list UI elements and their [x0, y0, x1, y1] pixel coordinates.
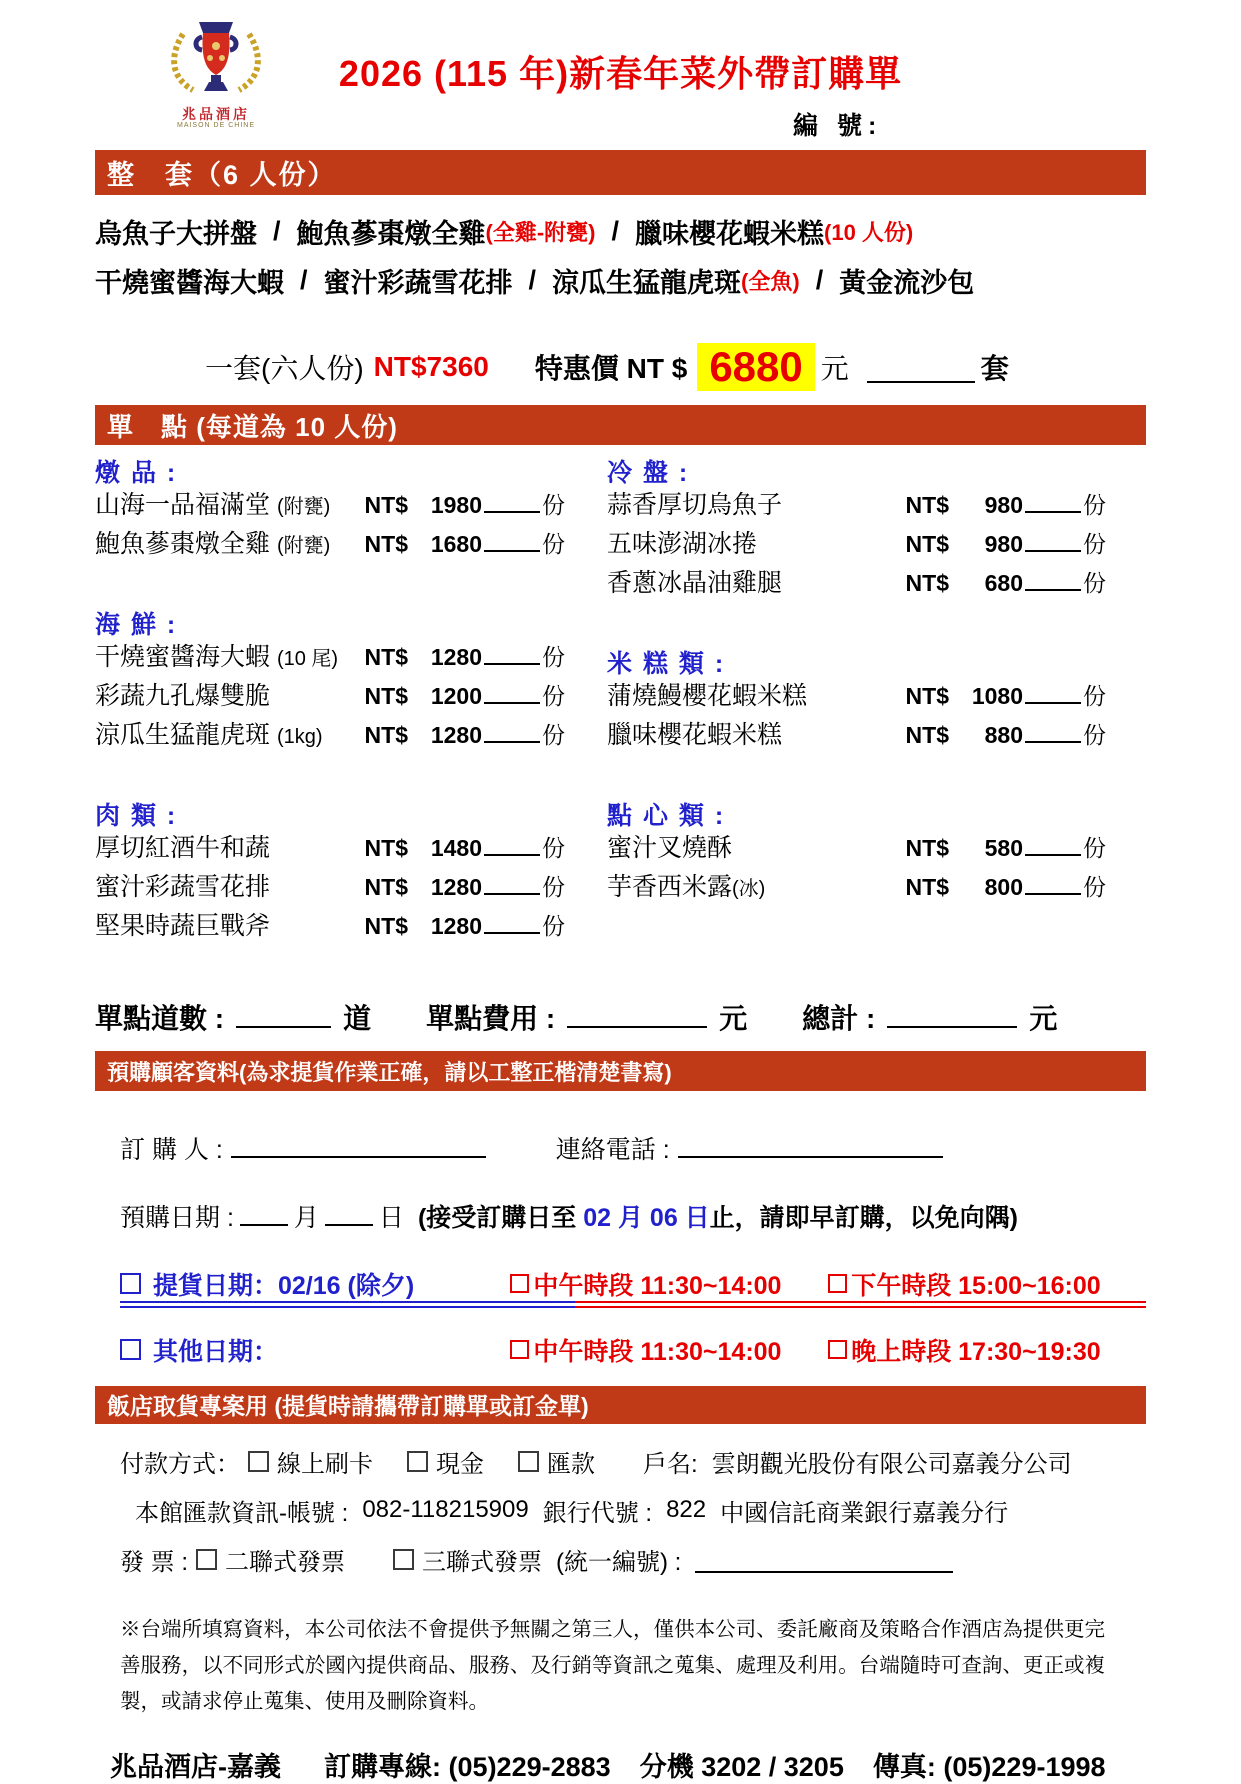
- pay-card-checkbox[interactable]: [248, 1451, 269, 1472]
- total-label: 總計 :: [802, 1003, 876, 1035]
- hotel-pickup-banner: [95, 1386, 1146, 1424]
- pay-card-label: 線上刷卡: [277, 1450, 373, 1478]
- preorder-date-row: [120, 1198, 1146, 1234]
- evening-slot-checkbox[interactable]: [828, 1340, 847, 1359]
- noon-slot-checkbox[interactable]: [510, 1274, 529, 1293]
- other-date-row: [120, 1330, 1146, 1370]
- item-price: 800: [984, 874, 1023, 901]
- buyer-name-field[interactable]: [231, 1129, 486, 1157]
- day-field[interactable]: [325, 1198, 373, 1226]
- alacarte-banner-text: 單 點 (每道為 10 人份): [107, 411, 398, 442]
- item-price: 680: [984, 570, 1023, 597]
- currency-label: NT$: [905, 722, 949, 749]
- other-date-checkbox[interactable]: [120, 1339, 141, 1360]
- order-line-label: 訂購專線:: [324, 1751, 442, 1782]
- item-name: 臘味櫻花蝦米糕: [607, 721, 783, 750]
- invoice-duplicate-checkbox[interactable]: [196, 1549, 217, 1570]
- menu-item-row: [95, 676, 565, 715]
- alacarte-banner: [95, 405, 1146, 445]
- currency-label: NT$: [364, 531, 408, 558]
- item-price: 880: [984, 722, 1023, 749]
- totals-row: [95, 997, 1146, 1037]
- item-note: (附甕): [276, 496, 331, 519]
- afternoon-slot: 下午時段 15:00~16:00: [828, 1266, 1146, 1302]
- menu-item-row: [607, 563, 1106, 602]
- bank-code-label: 銀行代號 :: [542, 1499, 653, 1527]
- set-item: 鮑魚蔘棗燉全雞: [296, 219, 486, 249]
- category-heading: 冷 盤 :: [607, 459, 690, 487]
- month-field[interactable]: [240, 1198, 288, 1226]
- separator: /: [815, 265, 824, 295]
- bank-name: 中國信託商業銀行嘉義分行: [720, 1499, 1009, 1527]
- payment-row: [120, 1444, 1146, 1479]
- tax-id-label: (統一編號) :: [556, 1548, 682, 1576]
- phone-field[interactable]: [678, 1129, 943, 1157]
- total-field[interactable]: [887, 997, 1017, 1028]
- remittance-row: [135, 1493, 1146, 1528]
- item-name: 干燒蜜醬海大蝦 (10 尾): [95, 643, 339, 672]
- item-price: 1280: [430, 913, 482, 940]
- item-name: 鮑魚蔘棗燉全雞 (附甕): [95, 530, 331, 559]
- currency-label: NT$: [364, 722, 408, 749]
- qty-field[interactable]: [484, 828, 540, 856]
- menu-group-stew: [95, 453, 565, 563]
- special-price-value: 6880: [697, 343, 814, 391]
- noon-slot-checkbox[interactable]: [510, 1340, 529, 1359]
- item-price: 580: [984, 835, 1023, 862]
- category-heading: 燉 品 :: [95, 459, 178, 487]
- invoice-label: 發 票 :: [120, 1548, 189, 1576]
- unit-label: 份: [542, 874, 565, 901]
- serial-number-label: 編 號:: [793, 112, 883, 140]
- item-price: 1480: [430, 835, 482, 862]
- qty-field[interactable]: [1025, 563, 1081, 591]
- category-heading: 海 鮮 :: [95, 611, 178, 639]
- menu-item-row: [607, 485, 1106, 524]
- noon-slot: 中午時段 11:30~14:00: [510, 1332, 828, 1368]
- unit-label: 份: [1083, 835, 1106, 862]
- invoice-triplicate-label: 三聯式發票: [422, 1548, 543, 1576]
- qty-field[interactable]: [1025, 485, 1081, 513]
- count-field[interactable]: [236, 997, 331, 1028]
- menu-group-meat: [95, 796, 565, 945]
- alacarte-menu: [95, 453, 1146, 945]
- set-original-price: NT$7360: [373, 351, 489, 382]
- invoice-row: [120, 1542, 1146, 1577]
- item-name: 涼瓜生猛龍虎斑 (1kg): [95, 721, 323, 750]
- currency-label: NT$: [364, 644, 408, 671]
- hotel-pickup-banner-text: 飯店取貨專案用 (提貨時請攜帶訂購單或訂金單): [107, 1393, 589, 1420]
- qty-field[interactable]: [484, 906, 540, 934]
- category-heading: 肉 類 :: [95, 802, 178, 830]
- item-name: 蒲燒鰻櫻花蝦米糕: [607, 682, 808, 711]
- qty-field[interactable]: [484, 715, 540, 743]
- extension: 分機 3202 / 3205: [639, 1751, 844, 1782]
- qty-field[interactable]: [484, 676, 540, 704]
- unit-label: 份: [542, 531, 565, 558]
- currency-label: NT$: [364, 913, 408, 940]
- month-label: 月: [293, 1203, 319, 1232]
- qty-field[interactable]: [484, 637, 540, 665]
- currency-label: NT$: [905, 531, 949, 558]
- buyer-row: [120, 1129, 1146, 1165]
- set-item-note: (全魚): [741, 269, 800, 294]
- total-unit: 元: [1029, 1003, 1058, 1035]
- currency-label: NT$: [364, 492, 408, 519]
- menu-item-row: [95, 485, 565, 524]
- item-price: 1080: [971, 683, 1023, 710]
- category-heading: 米 糕 類 :: [607, 650, 726, 678]
- item-price: 980: [984, 531, 1023, 558]
- unit-label: 份: [542, 835, 565, 862]
- pickup-date-row: [120, 1264, 1146, 1304]
- item-name: 厚切紅酒牛和蔬: [95, 834, 271, 863]
- set-menu-banner-text: 整 套（6 人份）: [107, 160, 337, 190]
- qty-field[interactable]: [1025, 524, 1081, 552]
- set-qty-field[interactable]: [867, 351, 975, 382]
- pay-transfer-checkbox[interactable]: [518, 1451, 539, 1472]
- qty-field[interactable]: [484, 867, 540, 895]
- remit-label: 本館匯款資訊-帳號 :: [135, 1499, 349, 1527]
- count-unit: 道: [343, 1003, 372, 1035]
- unit-label: 份: [542, 913, 565, 940]
- item-name: 香蔥冰晶油雞腿: [607, 569, 783, 598]
- qty-field[interactable]: [1025, 828, 1081, 856]
- item-price: 1980: [430, 492, 482, 519]
- separator: /: [300, 265, 308, 295]
- unit-label: 份: [542, 722, 565, 749]
- set-menu-banner: [95, 150, 1146, 195]
- menu-item-row: [607, 828, 1106, 867]
- item-price: 1280: [430, 644, 482, 671]
- logo-name-zh: 兆品酒店: [182, 105, 250, 122]
- menu-item-row: [95, 715, 565, 754]
- item-name: 蒜香厚切烏魚子: [607, 491, 783, 520]
- invoice-triplicate-checkbox[interactable]: [393, 1549, 414, 1570]
- menu-item-row: [607, 676, 1106, 715]
- unit-label: 份: [1083, 492, 1106, 519]
- unit-label: 份: [542, 492, 565, 519]
- set-item: 烏魚子大拼盤: [95, 219, 257, 249]
- menu-group-cold: [607, 453, 1106, 602]
- order-phone: (05)229-2883: [448, 1751, 611, 1782]
- qty-field[interactable]: [1025, 867, 1081, 895]
- account-name-label: 戶名:: [643, 1450, 698, 1478]
- customer-banner-text: 預購顧客資料(為求提貨作業正確，請以工整正楷清楚書寫): [107, 1059, 672, 1085]
- currency-label: NT$: [364, 874, 408, 901]
- item-name: 五味澎湖冰捲: [607, 530, 758, 559]
- phone-label: 連絡電話 :: [555, 1135, 670, 1164]
- menu-group-rice-cake: [607, 644, 1106, 754]
- separator: /: [528, 265, 537, 295]
- footer-hotel-name: 兆品酒店-嘉義: [110, 1751, 281, 1782]
- count-label: 單點道數 :: [95, 1003, 225, 1035]
- menu-column-left: [95, 453, 565, 945]
- privacy-disclaimer: ※台端所填寫資料，本公司依法不會提供予無關之第三人，僅供本公司、委託廠商及策略合作酒店為提供更完善服務，以不同形式於國內提供商品、服務、及行銷等資訊之蒐集、處理及利用。台端隨時可查詢、更正或複製，或請求停止蒐集、使用及刪除資料。: [120, 1618, 1105, 1713]
- unit-label: 份: [542, 683, 565, 710]
- set-item: 涼瓜生猛龍虎斑: [552, 268, 742, 298]
- other-date-label: 其他日期：: [153, 1337, 279, 1366]
- payment-label: 付款方式：: [120, 1450, 240, 1478]
- item-price: 1280: [430, 874, 482, 901]
- currency-label: NT$: [905, 835, 949, 862]
- category-heading: 點 心 類 :: [607, 802, 726, 830]
- item-price: 1280: [430, 722, 482, 749]
- fee-unit: 元: [719, 1003, 748, 1035]
- set-menu-line-1: [95, 207, 1146, 256]
- currency-label: NT$: [905, 570, 949, 597]
- pay-cash-checkbox[interactable]: [407, 1451, 428, 1472]
- pickup-date-checkbox[interactable]: [120, 1273, 141, 1294]
- item-price: 1680: [430, 531, 482, 558]
- set-item: 黃金流沙包: [839, 268, 975, 298]
- item-name: 彩蔬九孔爆雙脆: [95, 682, 271, 711]
- unit-label: 份: [1083, 570, 1106, 597]
- unit-label: 份: [542, 644, 565, 671]
- item-name: 芋香西米露(冰): [607, 873, 766, 902]
- separator: /: [273, 216, 281, 246]
- hotel-logo: [150, 18, 282, 130]
- set-menu-items: [95, 207, 1146, 305]
- item-note: (冰): [732, 878, 766, 901]
- bank-code: 822: [666, 1496, 707, 1524]
- special-price-label: 特惠價 NT $: [534, 353, 688, 384]
- item-name: 蜜汁叉燒酥: [607, 834, 733, 863]
- set-price-label: 一套(六人份): [205, 353, 364, 384]
- set-item-note: (10 人份): [824, 220, 914, 245]
- logo-vase-icon: [161, 18, 271, 102]
- menu-item-row: [607, 524, 1106, 563]
- unit-tao: 套: [980, 353, 1009, 384]
- item-note: (10 尾): [276, 648, 339, 671]
- page-title: 2026 (115 年)新春年菜外帶訂購單: [338, 53, 903, 94]
- item-note: (1kg): [276, 726, 323, 749]
- noon-slot: 中午時段 11:30~14:00: [510, 1266, 828, 1302]
- currency-label: NT$: [364, 683, 408, 710]
- set-price-row: [205, 339, 1146, 395]
- customer-banner: [95, 1051, 1146, 1091]
- currency-label: NT$: [364, 835, 408, 862]
- qty-field[interactable]: [1025, 676, 1081, 704]
- deadline-date: 02 月 06 日: [583, 1203, 710, 1232]
- item-price: 1200: [430, 683, 482, 710]
- qty-field[interactable]: [484, 485, 540, 513]
- account-name: 雲朗觀光股份有限公司嘉義分公司: [711, 1450, 1072, 1478]
- preorder-date-label: 預購日期 :: [120, 1203, 234, 1232]
- item-name: 蜜汁彩蔬雪花排: [95, 873, 271, 902]
- menu-item-row: [95, 524, 565, 563]
- item-name: 山海一品福滿堂 (附甕): [95, 491, 331, 520]
- header: [95, 0, 1146, 150]
- logo-name-en: MAISON DE CHINE: [176, 121, 255, 129]
- currency-label: NT$: [905, 492, 949, 519]
- remit-account: 082-118215909: [362, 1496, 529, 1524]
- set-item: 臘味櫻花蝦米糕: [635, 219, 825, 249]
- currency-label: NT$: [905, 874, 949, 901]
- item-note: (附甕): [276, 535, 331, 558]
- set-item: 干燒蜜醬海大蝦: [95, 268, 284, 298]
- pickup-underline: [120, 1301, 1146, 1308]
- menu-item-row: [607, 867, 1106, 906]
- pay-transfer-label: 匯款: [547, 1450, 595, 1478]
- set-item-note: (全雞-附甕): [485, 220, 596, 245]
- evening-slot: 晚上時段 17:30~19:30: [828, 1332, 1146, 1368]
- menu-group-dessert: [607, 796, 1106, 906]
- unit-label: 份: [1083, 683, 1106, 710]
- fee-field[interactable]: [567, 997, 707, 1028]
- menu-column-right: [607, 453, 1106, 945]
- day-label: 日: [378, 1203, 404, 1232]
- unit-yuan: 元: [820, 353, 849, 384]
- menu-item-row: [607, 715, 1106, 754]
- item-name: 堅果時蔬巨戰斧: [95, 912, 271, 941]
- fax-phone: (05)229-1998: [943, 1751, 1106, 1782]
- fax-label: 傳真:: [872, 1751, 936, 1782]
- qty-field[interactable]: [484, 524, 540, 552]
- unit-label: 份: [1083, 874, 1106, 901]
- buyer-label: 訂 購 人 :: [120, 1135, 223, 1164]
- menu-item-row: [95, 828, 565, 867]
- unit-label: 份: [1083, 722, 1106, 749]
- afternoon-slot-checkbox[interactable]: [828, 1274, 847, 1293]
- invoice-duplicate-label: 二聯式發票: [225, 1548, 346, 1576]
- set-menu-line-2: [95, 256, 1146, 305]
- menu-group-seafood: [95, 605, 565, 754]
- unit-label: 份: [1083, 531, 1106, 558]
- menu-item-row: [95, 906, 565, 945]
- deadline-note: (接受訂購日至 02 月 06 日止，請即早訂購，以免向隅): [417, 1203, 1018, 1232]
- pay-cash-label: 現金: [436, 1450, 484, 1478]
- pickup-date-label: 提貨日期：02/16 (除夕): [153, 1271, 415, 1300]
- qty-field[interactable]: [1025, 715, 1081, 743]
- separator: /: [611, 216, 620, 246]
- tax-id-field[interactable]: [695, 1546, 953, 1573]
- menu-item-row: [95, 637, 565, 676]
- currency-label: NT$: [905, 683, 949, 710]
- fee-label: 單點費用 :: [426, 1003, 556, 1035]
- menu-item-row: [95, 867, 565, 906]
- footer-contact: [110, 1745, 1146, 1784]
- set-item: 蜜汁彩蔬雪花排: [323, 268, 513, 298]
- item-price: 980: [984, 492, 1023, 519]
